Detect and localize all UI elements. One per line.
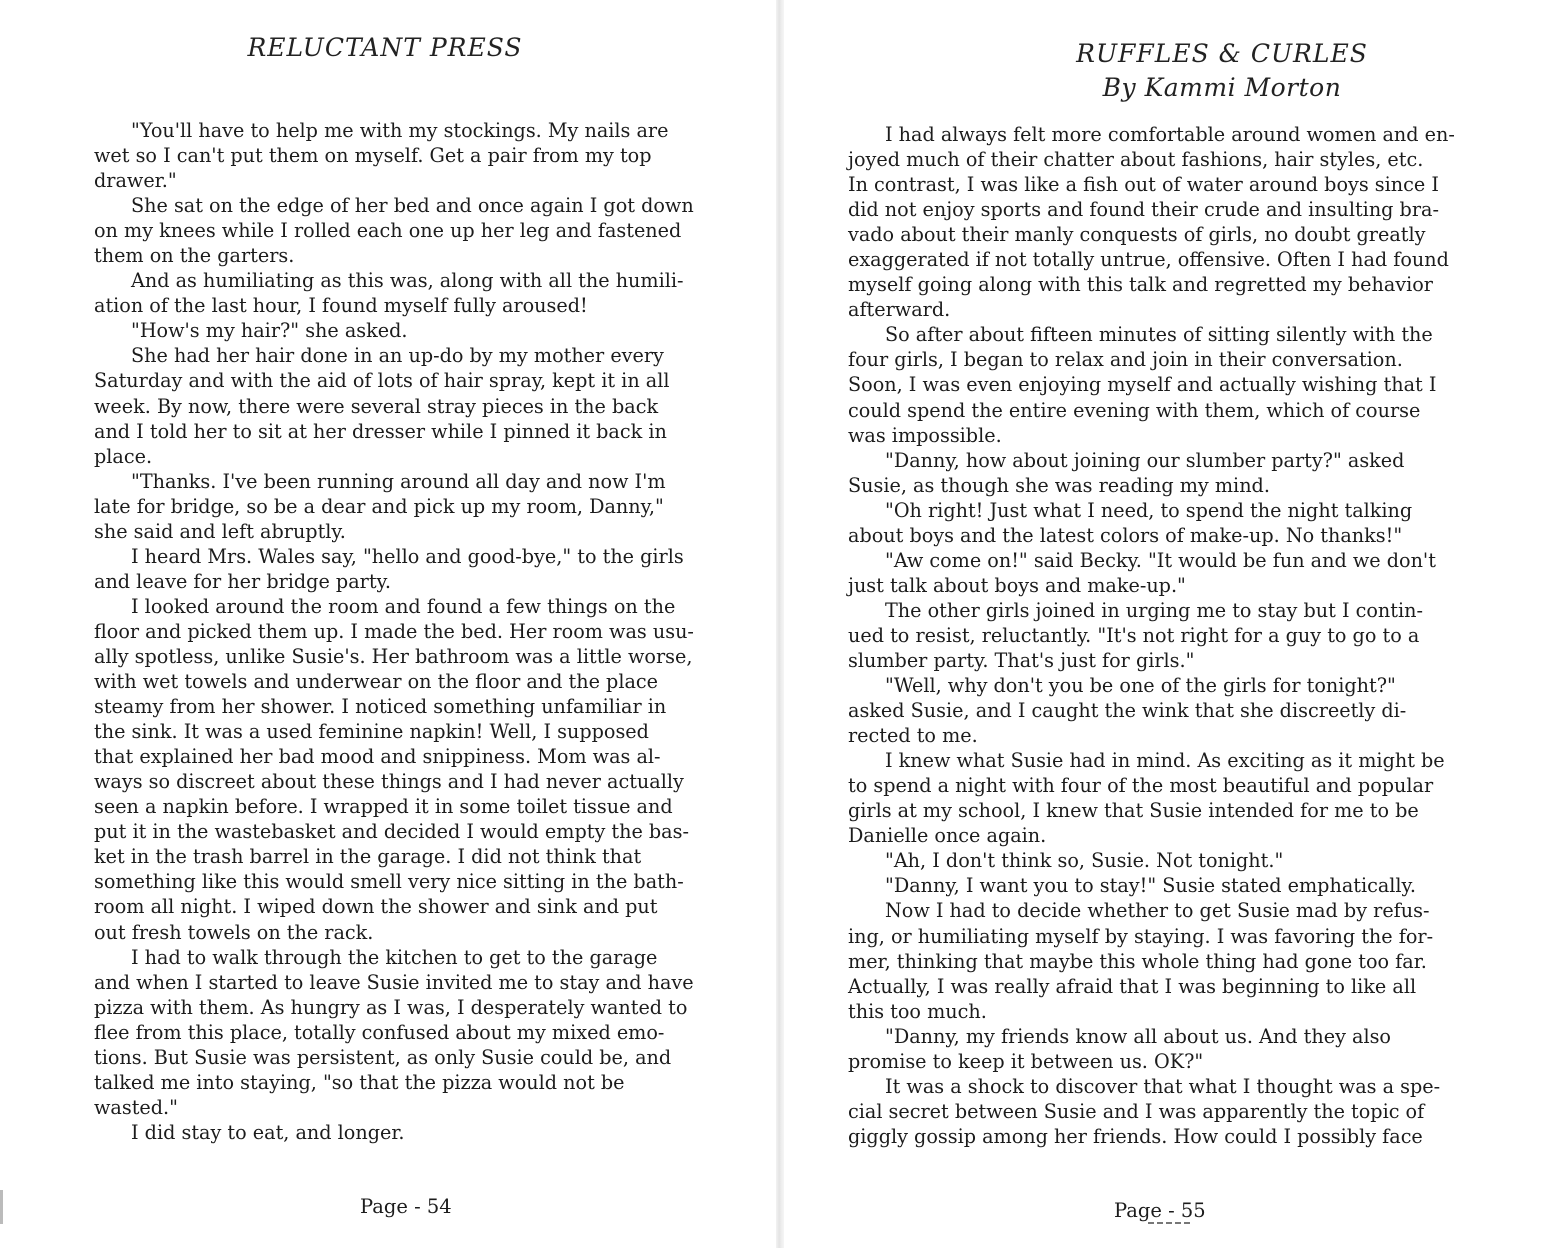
- text-line: asked Susie, and I caught the wink that she discreetly di-: [848, 699, 1407, 723]
- text-line: I had to walk through the kitchen to get to the garage: [131, 945, 658, 969]
- text-line: she said and left abruptly.: [94, 519, 346, 543]
- text-line: "Danny, my friends know all about us. And they also: [885, 1024, 1391, 1048]
- text-line: late for bridge, so be a dear and pick up my room, Danny,": [94, 494, 664, 518]
- text-line: ation of the last hour, I found myself fully aroused!: [94, 294, 588, 318]
- text-line: Soon, I was even enjoying myself and actually wishing that I: [848, 373, 1437, 397]
- text-line: ally spotless, unlike Susie's. Her bathroom was a little worse,: [94, 644, 693, 668]
- text-line: out fresh towels on the rack.: [94, 920, 374, 944]
- right-page: [784, 0, 1564, 1248]
- text-line: Susie, as though she was reading my mind.: [848, 473, 1270, 497]
- text-line: something like this would smell very nice sitting in the bath-: [94, 870, 684, 894]
- text-line: Saturday and with the aid of lots of hair spray, kept it in all: [94, 369, 670, 393]
- text-line: that explained her bad mood and snippiness. Mom was al-: [94, 745, 661, 769]
- right-page-body: [848, 122, 1476, 1149]
- text-line: just talk about boys and make-up.": [848, 573, 1186, 597]
- text-line: and when I started to leave Susie invited me to stay and have: [94, 970, 694, 994]
- running-head-publisher: RELUCTANT PRESS: [247, 33, 523, 62]
- text-line: She sat on the edge of her bed and once again I got down: [131, 194, 694, 218]
- text-line: could spend the entire evening with them, which of course: [848, 398, 1421, 422]
- text-line: I heard Mrs. Wales say, "hello and good-bye," to the girls: [131, 544, 684, 568]
- text-line: I had always felt more comfortable around women and en-: [885, 123, 1455, 146]
- text-line: Now I had to decide whether to get Susie mad by refus-: [885, 899, 1430, 923]
- page-number-right: Page - 55: [1114, 1199, 1206, 1222]
- text-line: to spend a night with four of the most beautiful and popular: [848, 774, 1434, 798]
- page-number-left: Page - 54: [360, 1195, 452, 1218]
- text-line: "Danny, I want you to stay!" Susie stated emphatically.: [885, 874, 1416, 898]
- text-line: I knew what Susie had in mind. As exciting as it might be: [885, 749, 1445, 773]
- text-line: ued to resist, reluctantly. "It's not right for a guy to go to a: [848, 623, 1420, 647]
- page-number-decoration: [1148, 1222, 1190, 1228]
- text-line: put it in the wastebasket and decided I would empty the bas-: [94, 820, 689, 844]
- text-line: ket in the trash barrel in the garage. I did not think that: [94, 845, 642, 869]
- text-line: giggly gossip among her friends. How could I possibly face: [848, 1124, 1423, 1148]
- text-line: this too much.: [848, 999, 987, 1023]
- text-line: the sink. It was a used feminine napkin! Well, I supposed: [94, 720, 649, 744]
- text-line: In contrast, I was like a fish out of water around boys since I: [848, 173, 1439, 197]
- text-line: tions. But Susie was persistent, as only Susie could be, and: [94, 1045, 672, 1069]
- text-line: Actually, I was really afraid that I was beginning to like all: [848, 974, 1417, 998]
- text-line: ing, or humiliating myself by staying. I was favoring the for-: [848, 924, 1434, 948]
- text-line: pizza with them. As hungry as I was, I desperately wanted to: [94, 995, 688, 1019]
- text-line: on my knees while I rolled each one up her leg and fastened: [94, 219, 682, 243]
- text-line: and leave for her bridge party.: [94, 569, 391, 593]
- text-line: room all night. I wiped down the shower and sink and put: [94, 895, 658, 919]
- text-line: drawer.": [94, 169, 177, 193]
- text-line: did not enjoy sports and found their crude and insulting bra-: [848, 198, 1439, 222]
- text-line: promise to keep it between us. OK?": [848, 1049, 1204, 1073]
- text-line: about boys and the latest colors of make-up. No thanks!": [848, 523, 1403, 547]
- text-line: "Danny, how about joining our slumber party?" asked: [885, 448, 1405, 472]
- text-line: flee from this place, totally confused about my mixed emo-: [94, 1020, 665, 1044]
- text-line: ways so discreet about these things and I had never actually: [94, 770, 684, 794]
- text-line: mer, thinking that maybe this whole thing had gone too far.: [848, 949, 1427, 973]
- text-line: "Ah, I don't think so, Susie. Not tonight.": [885, 849, 1284, 873]
- text-line: place.: [94, 444, 153, 468]
- text-line: The other girls joined in urging me to stay but I contin-: [885, 598, 1423, 622]
- text-line: I looked around the room and found a few things on the: [131, 594, 676, 618]
- book-gutter: [776, 0, 784, 1248]
- left-page: [0, 0, 776, 1248]
- text-line: vado about their manly conquests of girls, no doubt greatly: [848, 223, 1426, 247]
- text-line: "Thanks. I've been running around all day and now I'm: [131, 469, 666, 493]
- left-page-body: [94, 118, 724, 1145]
- running-head-byline: By Kammi Morton: [1102, 73, 1342, 102]
- text-line: "You'll have to help me with my stockings. My nails are: [131, 119, 669, 142]
- text-line: talked me into staying, "so that the pizza would not be: [94, 1070, 625, 1094]
- text-line: cial secret between Susie and I was apparently the topic of: [848, 1099, 1425, 1123]
- text-line: floor and picked them up. I made the bed. Her room was usu-: [94, 619, 694, 643]
- text-line: So after about fifteen minutes of sitting silently with the: [885, 323, 1433, 347]
- text-line: four girls, I began to relax and join in their conversation.: [848, 348, 1403, 372]
- text-line: and I told her to sit at her dresser while I pinned it back in: [94, 419, 667, 443]
- text-line: myself going along with this talk and regretted my behavior: [848, 273, 1433, 297]
- text-line: wet so I can't put them on myself. Get a pair from my top: [94, 144, 652, 168]
- text-line: She had her hair done in an up-do by my mother every: [131, 344, 664, 368]
- text-line: with wet towels and underwear on the floor and the place: [94, 670, 658, 694]
- text-line: wasted.": [94, 1095, 178, 1119]
- text-line: I did stay to eat, and longer.: [131, 1120, 405, 1144]
- text-line: "Oh right! Just what I need, to spend the night talking: [885, 498, 1413, 522]
- text-line: girls at my school, I knew that Susie intended for me to be: [848, 799, 1419, 823]
- text-line: Danielle once again.: [848, 824, 1047, 848]
- text-line: steamy from her shower. I noticed something unfamiliar in: [94, 695, 667, 719]
- text-line: And as humiliating as this was, along with all the humili-: [131, 269, 684, 293]
- text-line: joyed much of their chatter about fashions, hair styles, etc.: [848, 148, 1424, 172]
- text-line: "Well, why don't you be one of the girls for tonight?": [885, 674, 1396, 698]
- text-line: slumber party. That's just for girls.": [848, 648, 1195, 672]
- text-line: exaggerated if not totally untrue, offensive. Often I had found: [848, 248, 1449, 272]
- text-line: "Aw come on!" said Becky. "It would be fun and we don't: [885, 548, 1436, 572]
- text-line: them on the garters.: [94, 244, 295, 268]
- text-line: "How's my hair?" she asked.: [131, 319, 408, 343]
- text-line: was impossible.: [848, 423, 1002, 447]
- text-line: It was a shock to discover that what I thought was a spe-: [885, 1074, 1441, 1098]
- running-head-title: RUFFLES & CURLES: [1076, 39, 1368, 68]
- text-line: seen a napkin before. I wrapped it in some toilet tissue and: [94, 795, 673, 819]
- text-line: afterward.: [848, 298, 951, 322]
- text-line: week. By now, there were several stray pieces in the back: [94, 394, 659, 418]
- text-line: rected to me.: [848, 724, 978, 748]
